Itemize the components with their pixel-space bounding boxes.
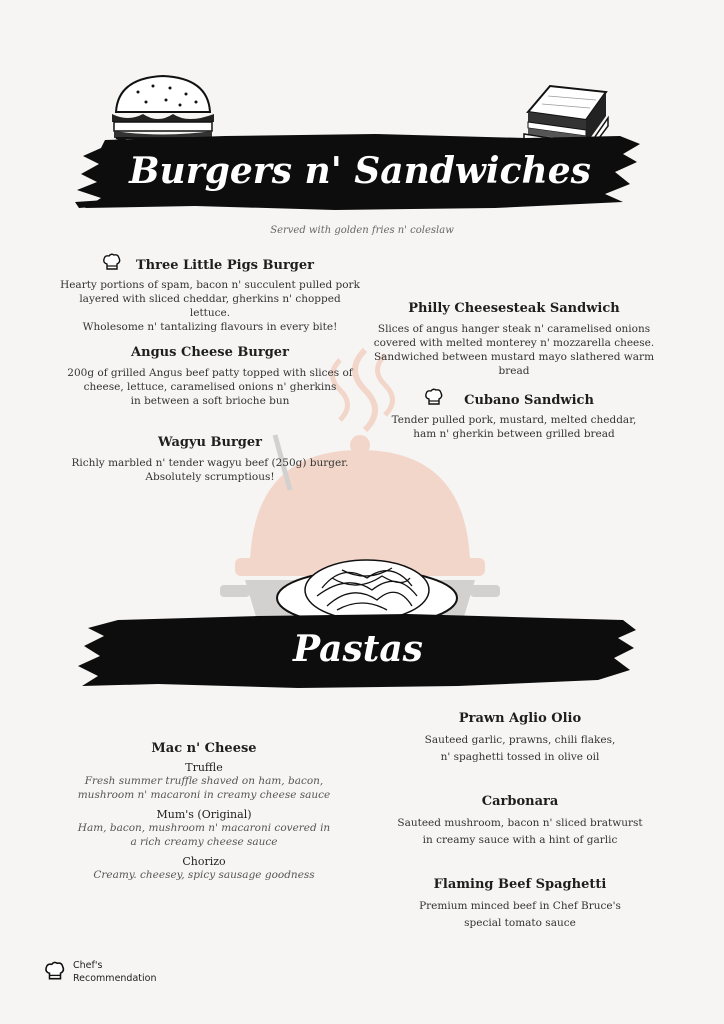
pasta-item [370,794,670,849]
legend [44,959,204,989]
pasta-item [370,877,670,932]
variant-description-line: Fresh summer truffle shaved on ham, bacon, [84,775,324,787]
item-description-line: in creamy sauce with a hint of garlic [422,834,618,846]
sandwich-item [364,389,664,441]
variant-description-line: a rich creamy cheese sauce [130,836,278,848]
item-description-line: Richly marbled n' tender wagyu beef (250g) burger. [71,457,349,469]
pastas-banner [78,612,638,692]
burgers-banner [75,132,645,212]
legend-line: Chef's [73,960,103,971]
item-description [60,366,360,408]
item-description [364,322,664,378]
chef-hat-icon [424,388,444,406]
variant-description-line: Ham, bacon, mushroom n' macaroni covered in [77,822,331,834]
item-description-line: Sauteed garlic, prawns, chili flakes, [424,734,616,746]
item-name: Cubano Sandwich [464,393,594,408]
item-name: Wagyu Burger [157,435,262,450]
variant-description-line: mushroom n' macaroni in creamy cheese sauce [77,789,331,801]
pasta-item [370,711,670,766]
item-description-line: in between a soft brioche bun [130,395,290,407]
variant-name: Chorizo [182,855,226,868]
item-description-line: Hearty portions of spam, bacon n' succulent pulled pork [60,279,360,291]
chef-hat-icon [102,253,122,271]
item-description-line: Slices of angus hanger steak n' caramelised onions [377,323,651,335]
item-description [370,815,670,849]
variant-description [54,821,354,849]
burger-item [60,254,360,334]
item-description [60,278,360,334]
sandwich-item [364,301,664,378]
item-name: Carbonara [481,794,559,809]
item-name: Mac n' Cheese [151,741,257,756]
burger-item [60,435,360,484]
variant-description [54,868,354,882]
item-description-line: special tomato sauce [464,917,576,929]
item-name: Angus Cheese Burger [131,345,289,360]
item-description-line: n' spaghetti tossed in olive oil [440,751,600,763]
item-description [60,456,360,484]
item-name: Philly Cheesesteak Sandwich [408,301,620,316]
item-description-line: 200g of grilled Angus beef patty topped with slices of [67,367,353,379]
legend-label [73,959,156,985]
item-name: Prawn Aglio Olio [458,711,582,726]
item-description-line: layered with sliced cheddar, gherkins n' chopped lettuce. [79,293,341,319]
chef-hat-icon [44,961,66,981]
item-description [370,898,670,932]
variant-description [54,774,354,802]
burgers-section-title: Burgers n' Sandwiches [129,150,591,192]
item-name: Three Little Pigs Burger [135,258,314,273]
item-description-line: Sandwiched between mustard mayo slathered warm bread [373,351,655,377]
item-description [370,732,670,766]
item-description-line: Absolutely scrumptious! [145,471,275,483]
item-description-line: Wholesome n' tantalizing flavours in every bite! [82,321,338,333]
item-description-line: Premium minced beef in Chef Bruce's [419,900,621,912]
item-description-line: covered with melted monterey n' mozzarella cheese. [373,337,655,349]
variant-name: Truffle [185,761,223,774]
mac-n-cheese-item [54,741,354,882]
item-description-line: Sauteed mushroom, bacon n' sliced bratwurst [397,817,643,829]
item-description-line: cheese, lettuce, caramelised onions n' gherkins [83,381,337,393]
pastas-section-title: Pastas [293,628,423,670]
item-name: Flaming Beef Spaghetti [433,877,607,892]
legend-line: Recommendation [73,973,157,984]
burgers-subtitle: Served with golden fries n' coleslaw [270,225,454,236]
variant-description-line: Creamy. cheesey, spicy sausage goodness [93,869,315,881]
item-description-line: ham n' gherkin between grilled bread [413,428,615,440]
burger-item [60,345,360,408]
item-description-line: Tender pulled pork, mustard, melted cheddar, [391,414,637,426]
variant-name: Mum's (Original) [156,808,252,821]
item-description [364,413,664,441]
